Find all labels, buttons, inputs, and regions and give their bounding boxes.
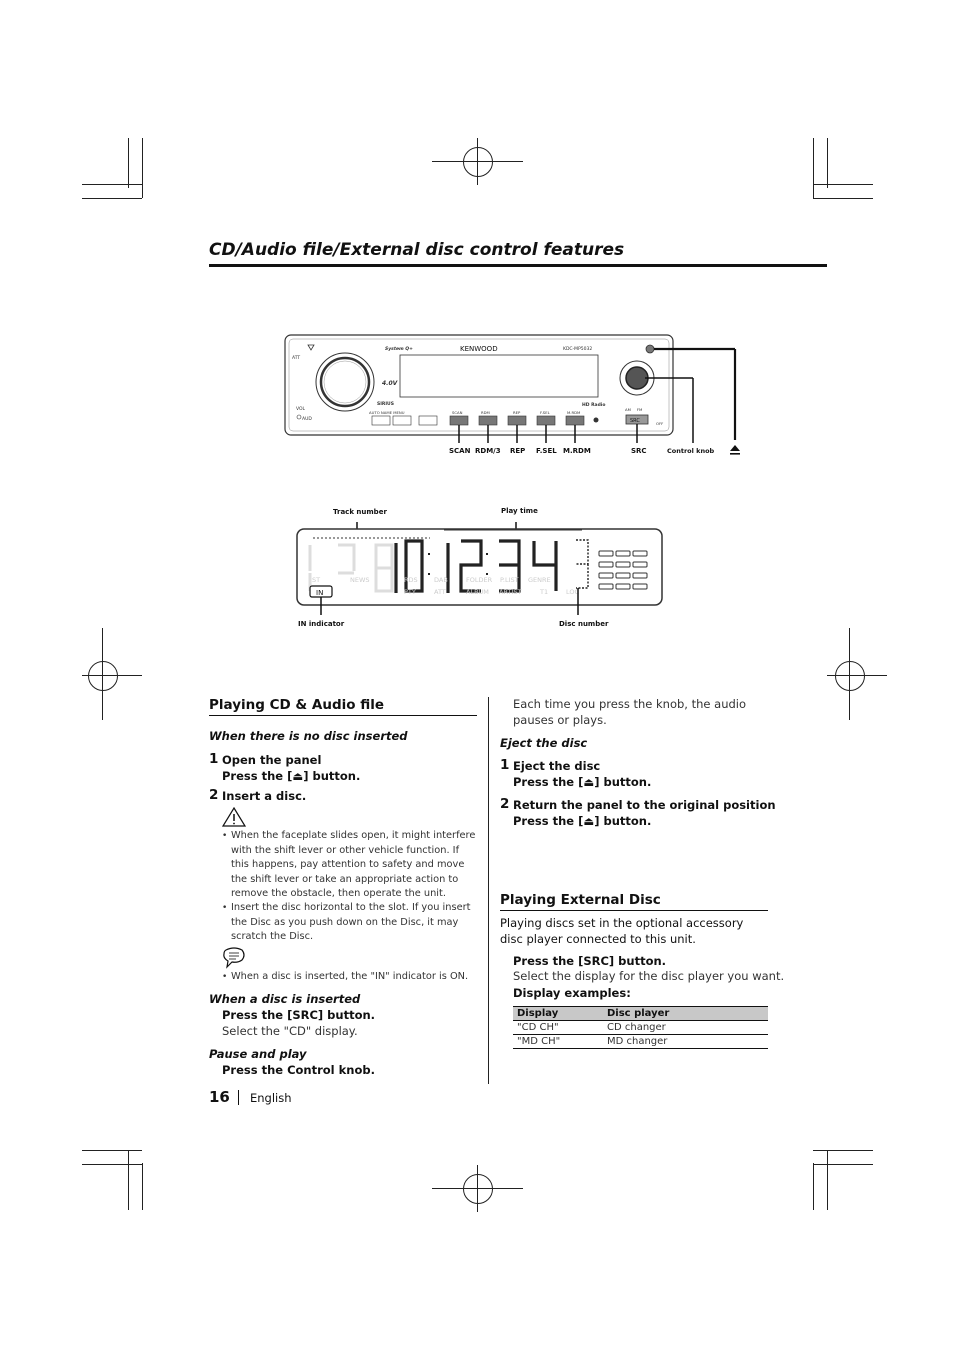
crop-mark <box>82 1150 142 1151</box>
lcd-faint-label: ST <box>312 576 321 584</box>
callout-fsel: F.SEL <box>536 447 557 455</box>
callout-rep: REP <box>510 447 526 455</box>
footer-divider <box>238 1090 239 1105</box>
body-text: Select the "CD" display. <box>222 1024 358 1038</box>
table-header-row <box>513 1007 768 1021</box>
callout-mrdm: M.RDM <box>563 447 591 455</box>
step-number: 2 <box>209 787 219 803</box>
play-time-label: Play time <box>501 507 538 515</box>
auto-menu-label: AUTO NAME MENU <box>369 410 405 415</box>
crop-mark <box>142 1163 143 1210</box>
lcd-faint-label: ARTIST <box>499 588 522 596</box>
am-fm-label: AM FM <box>625 407 643 412</box>
step-text: Press the [SRC] button. <box>222 1008 376 1022</box>
table-header: Display <box>513 1007 603 1021</box>
step-text: Open the panel <box>222 753 322 767</box>
lcd-faint-label: DAB <box>434 576 448 584</box>
lcd-faint-label: ALBUM <box>466 588 489 596</box>
crop-mark <box>82 184 142 185</box>
system-label: System Q+ <box>385 347 413 352</box>
table-header: Disc player <box>603 1007 768 1021</box>
step-subtext: Press the [⏏] button. <box>513 814 652 828</box>
subheading: When there is no disc inserted <box>209 729 408 743</box>
table-cell: MD changer <box>603 1035 768 1049</box>
crop-mark <box>82 1164 142 1165</box>
body-text: Playing discs set in the optional accessory disc player connected to this unit. <box>500 916 744 946</box>
in-indicator-label: IN indicator <box>298 620 345 628</box>
step-subtext: Press the [⏏] button. <box>222 769 361 783</box>
model-label: KDC-MP5032 <box>563 347 593 352</box>
note-icon <box>222 947 246 969</box>
section-heading: Playing CD & Audio file <box>209 697 385 713</box>
subheading: Eject the disc <box>500 736 588 750</box>
body-text: Select the display for the disc player you want. <box>513 969 785 983</box>
callout-rdm: RDM/3 <box>475 447 501 455</box>
note-text: When a disc is inserted, the "IN" indicator is ON. <box>231 971 469 982</box>
lcd-faint-label: PTY <box>404 588 416 596</box>
track-number-label: Track number <box>333 508 387 516</box>
step-number: 2 <box>500 796 510 812</box>
display-examples-table <box>513 1006 768 1049</box>
heading-rule <box>209 715 477 716</box>
lcd-faint-label: FOLDER <box>466 576 493 584</box>
crop-mark <box>813 184 873 185</box>
body-text: Each time you press the knob, the audio pauses or plays. <box>513 697 747 727</box>
step-subtext: Press the [⏏] button. <box>513 775 652 789</box>
crop-mark <box>813 1163 814 1210</box>
step-text: Eject the disc <box>513 759 601 773</box>
crop-mark <box>813 138 814 198</box>
section-heading: Playing External Disc <box>500 892 661 908</box>
table-cell: "CD CH" <box>513 1021 603 1035</box>
footer-language: English <box>250 1091 292 1105</box>
callout-src: SRC <box>631 447 647 455</box>
page-title: CD/Audio file/External disc control features <box>209 240 625 260</box>
crop-mark <box>827 138 828 188</box>
heading-rule <box>500 910 768 911</box>
caution-icon <box>222 807 246 827</box>
off-label: OFF <box>656 421 664 426</box>
step-text: Return the panel to the original position <box>513 798 776 812</box>
page-number: 16 <box>209 1088 230 1106</box>
caution-text: Insert the disc horizontal to the slot. If you insert the Disc as you push down on the Disc, it may scratch the Disc. <box>231 902 471 942</box>
lcd-faint-label: ATT <box>434 588 446 596</box>
lcd-faint-label: GENRE <box>528 576 551 584</box>
lcd-faint-label: NEWS <box>350 576 370 584</box>
step-text: Display examples: <box>513 986 631 1000</box>
subheading: Pause and play <box>209 1047 307 1061</box>
crop-mark <box>827 1150 828 1210</box>
rdm-key-label: RDM <box>481 410 490 415</box>
table-cell: "MD CH" <box>513 1035 603 1049</box>
table-row <box>513 1021 768 1035</box>
table-row <box>513 1035 768 1049</box>
sirius-label: SIRIUS <box>377 402 394 407</box>
crop-mark <box>128 1150 129 1210</box>
brand-label: KENWOOD <box>460 345 498 353</box>
scan-key-label: SCAN <box>452 410 463 415</box>
in-box-text: IN <box>316 589 324 597</box>
step-text: Press the [SRC] button. <box>513 954 667 968</box>
callout-scan: SCAN <box>449 447 471 455</box>
step-number: 1 <box>209 751 219 767</box>
crop-mark <box>142 138 143 198</box>
hd-radio-label: HD Radio <box>582 403 606 408</box>
crop-mark <box>82 198 142 199</box>
fsel-key-label: F.SEL <box>540 410 550 415</box>
faceplate-illustration <box>280 328 750 464</box>
step-text: Insert a disc. <box>222 789 307 803</box>
caution-text: When the faceplate slides open, it might interfere with the shift lever or other vehicle function. If this happens, pay attention to safety and move the shift lever or take an appropriate action to remove the obstacle, then operate the unit. <box>231 830 476 899</box>
step-number: 1 <box>500 757 510 773</box>
vol-label: VOL <box>296 407 306 412</box>
table-cell: CD changer <box>603 1021 768 1035</box>
column-rule <box>488 697 489 1084</box>
lcd-display-illustration <box>296 515 666 615</box>
crop-mark <box>813 1164 873 1165</box>
lcd-faint-label: T1 <box>540 588 549 596</box>
lcd-faint-label: LOC <box>566 588 580 596</box>
src-key-label: SRC <box>630 418 640 424</box>
crop-mark <box>813 1150 873 1151</box>
crop-mark <box>128 138 129 188</box>
aud-label: AUD <box>302 417 312 422</box>
step-text: Press the Control knob. <box>222 1063 375 1077</box>
callout-control-knob: Control knob <box>667 447 715 455</box>
lcd-faint-label: P.LIST <box>500 576 519 584</box>
crop-mark <box>813 198 873 199</box>
rep-key-label: REP <box>513 410 521 415</box>
subheading: When a disc is inserted <box>209 992 361 1006</box>
lcd-faint-label: RDS <box>404 576 418 584</box>
four-v-label: 4.0V <box>382 380 398 387</box>
att-label: ATT <box>292 356 301 361</box>
title-rule <box>209 264 827 267</box>
disc-number-label: Disc number <box>559 620 609 628</box>
mrdm-key-label: M.RDM <box>567 410 581 415</box>
